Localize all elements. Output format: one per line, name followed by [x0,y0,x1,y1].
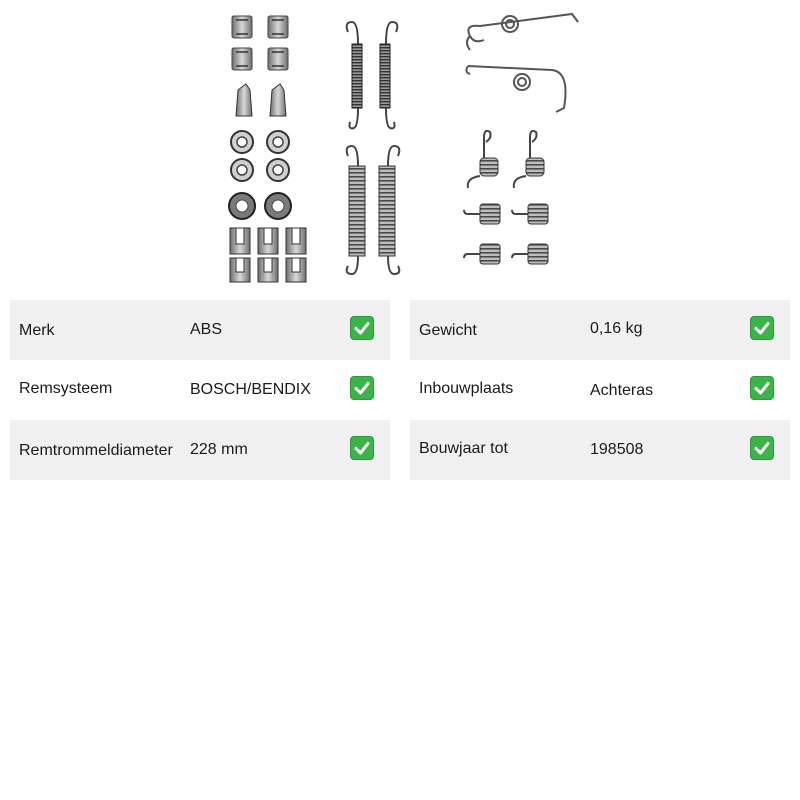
spec-value: Achteras [590,382,654,399]
check-icon [750,376,774,400]
spec-label: Remtrommeldiameter [19,442,173,459]
spec-table-right [410,300,790,480]
spec-value: ABS [190,321,223,338]
check-icon [750,316,774,340]
spec-row-gewicht [410,300,790,360]
spec-label: Inbouwplaats [419,380,514,397]
spec-row-merk [10,300,390,360]
spec-row-remtrommeldiameter [10,420,390,480]
spec-value: 0,16 kg [590,320,643,337]
spec-table-left [10,300,390,480]
spec-value: 228 mm [190,441,248,458]
spec-label: Bouwjaar tot [419,440,508,457]
spec-row-remsysteem [10,360,390,420]
check-icon [750,436,774,460]
spec-row-bouwjaar-tot [410,420,790,480]
check-icon [350,316,374,340]
spec-row-inbouwplaats [410,360,790,420]
spec-label: Remsysteem [19,380,113,397]
check-icon [350,436,374,460]
spec-value: 198508 [590,441,644,458]
spec-value: BOSCH/BENDIX [190,381,311,398]
check-icon [350,376,374,400]
spec-label: Gewicht [419,322,477,339]
spec-label: Merk [19,322,55,339]
product-image [222,8,584,288]
